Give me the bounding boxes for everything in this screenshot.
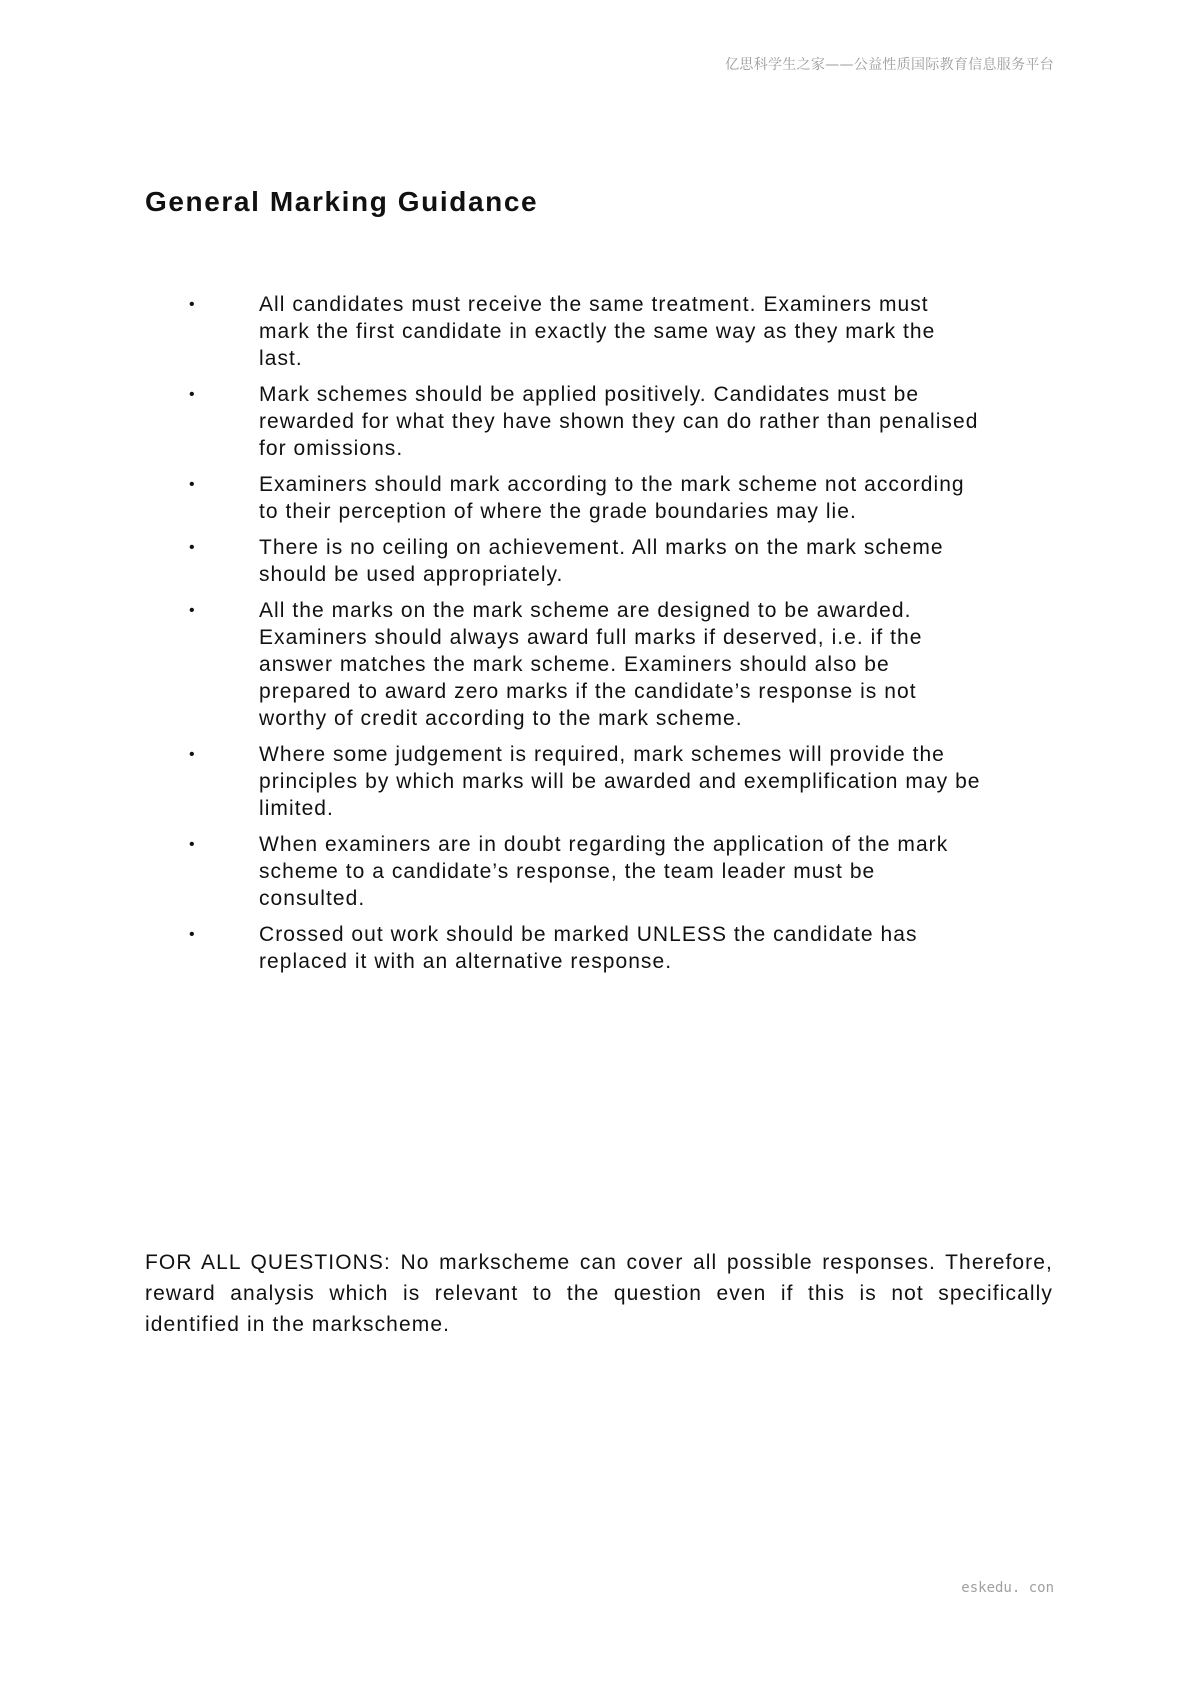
list-item-text: All candidates must receive the same treatment. Examiners must mark the first candidate in exactly the same way as they mark the last. <box>259 293 936 370</box>
bullet-icon <box>189 831 203 858</box>
bullet-icon <box>189 921 203 948</box>
list-item <box>145 471 985 525</box>
list-item-text: Mark schemes should be applied positively. Candidates must be rewarded for what they have shown they can do rather than penalised for omissions. <box>259 383 979 460</box>
list-item <box>145 291 985 372</box>
list-item-text: When examiners are in doubt regarding the application of the mark scheme to a candidate’s response, the team leader must be consulted. <box>259 833 949 910</box>
bullet-icon <box>189 381 203 408</box>
footer-watermark: eskedu. con <box>961 1580 1054 1596</box>
bullet-icon <box>189 534 203 561</box>
list-item-text: Examiners should mark according to the mark scheme not according to their perception of where the grade boundaries may lie. <box>259 473 965 523</box>
guidance-list <box>145 291 985 984</box>
list-item-text: Crossed out work should be marked UNLESS the candidate has replaced it with an alternative response. <box>259 923 918 973</box>
bullet-icon <box>189 471 203 498</box>
list-item <box>145 534 985 588</box>
bullet-icon <box>189 291 203 318</box>
list-item <box>145 597 985 732</box>
bullet-icon <box>189 741 203 768</box>
list-item-text: Where some judgement is required, mark schemes will provide the principles by which marks will be awarded and exemplification may be limited. <box>259 743 981 820</box>
closing-note: FOR ALL QUESTIONS: No markscheme can cover all possible responses. Therefore, reward analysis which is relevant to the question even if this is not specifically identified in the markscheme. <box>145 1251 1053 1336</box>
list-item <box>145 741 985 822</box>
list-item <box>145 381 985 462</box>
list-item <box>145 921 985 975</box>
bullet-icon <box>189 597 203 624</box>
header-watermark: 亿思科学生之家——公益性质国际教育信息服务平台 <box>725 57 1054 73</box>
page-title: General Marking Guidance <box>145 186 539 217</box>
list-item <box>145 831 985 912</box>
list-item-text: There is no ceiling on achievement. All marks on the mark scheme should be used appropriately. <box>259 536 944 586</box>
list-item-text: All the marks on the mark scheme are designed to be awarded. Examiners should always award full marks if deserved, i.e. if the answer matches the mark scheme. Examiners should also be prepared to award zero marks if the candidate’s response is not worthy of credit according to the mark scheme. <box>259 599 923 730</box>
